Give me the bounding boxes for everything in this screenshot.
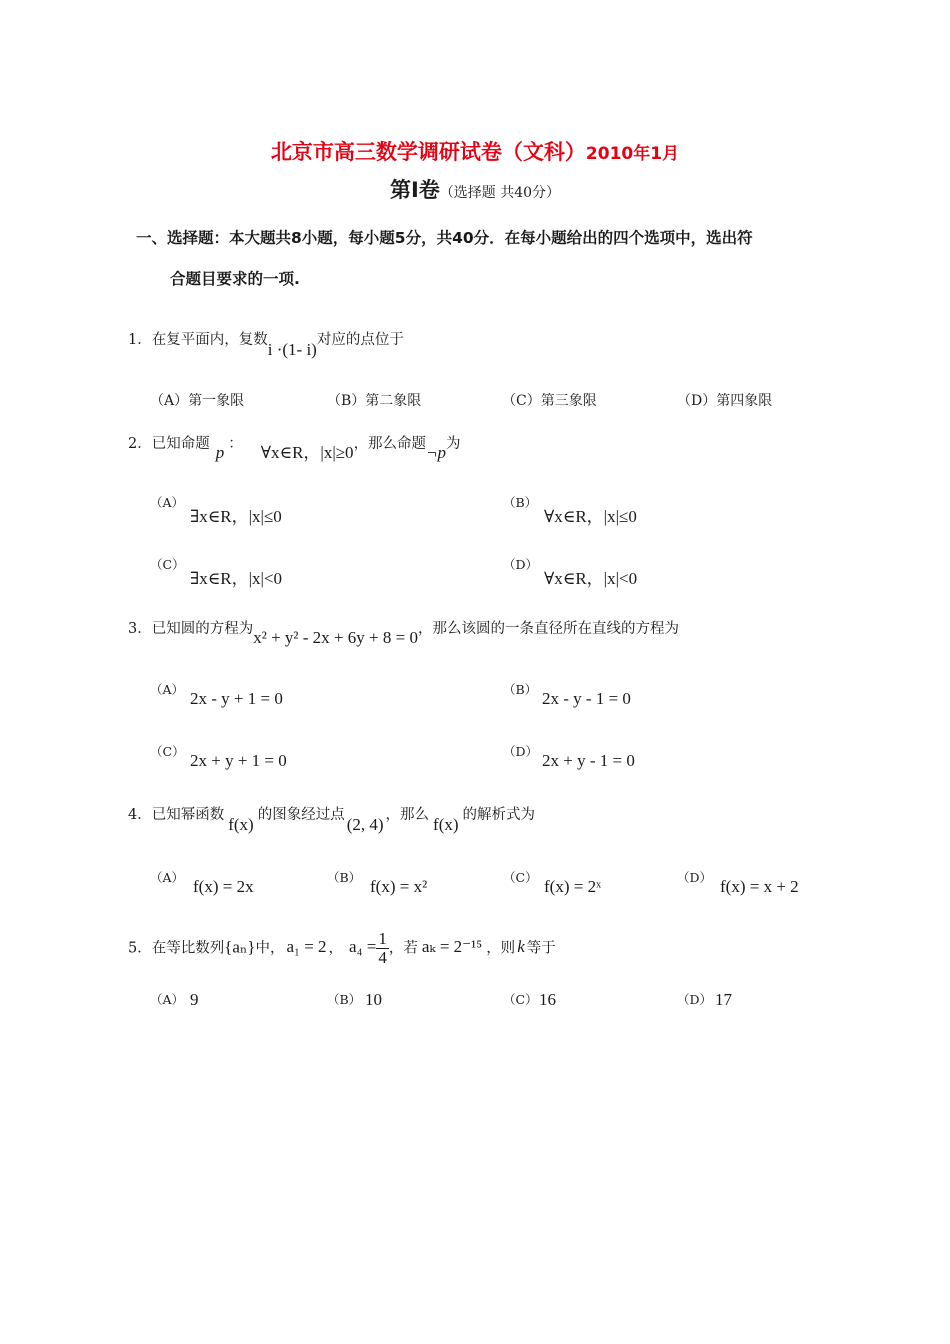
q4-number: 4．	[128, 807, 152, 823]
q4-fx-repeat: f(x)	[433, 815, 459, 834]
q5-a4-fraction	[376, 930, 389, 967]
q5-stem-a: 在等比数列	[151, 940, 225, 957]
question-1	[128, 328, 404, 359]
q5-a4-lhs: a₄ =	[349, 937, 377, 957]
q3-expression: x² + y² - 2x + 6y + 8 = 0	[253, 628, 418, 647]
question-3	[128, 617, 679, 647]
q1-option-d: （D）第四象限	[677, 393, 773, 409]
q5-a1: a₁ = 2	[286, 937, 327, 957]
q5-label-d: （D）	[677, 992, 713, 1007]
part-heading	[0, 174, 950, 204]
title-date: 2010年1月	[585, 144, 680, 164]
section-instruction-line1: 一、选择题：本大题共8小题，每小题5分，共40分．在每小题给出的四个选项中，选出符	[136, 229, 753, 247]
q1-stem-b: 对应的点位于	[316, 332, 404, 348]
question-2	[128, 428, 461, 462]
q2-label-b: （B）	[503, 495, 538, 510]
q4-stem-b: 的图象经过点	[257, 807, 345, 823]
q2-not-p: ¬p	[426, 443, 447, 462]
q5-stem-b: 中，	[255, 940, 285, 957]
q5-option-c: 16	[539, 990, 556, 1009]
q5-a4-numerator: 1	[378, 929, 387, 948]
q2-colon: ：	[228, 436, 243, 452]
q1-stem-a: 在复平面内，复数	[151, 332, 268, 348]
title-text: 北京市高三数学调研试卷（文科）	[270, 140, 586, 164]
q5-stem-d: ，则	[486, 940, 516, 957]
q3-label-b: （B）	[503, 682, 538, 697]
q2-stem-c: 为	[446, 436, 461, 452]
q2-option-b: ∀x∈R，|x|≤0	[544, 507, 637, 526]
q5-k: k	[517, 937, 525, 957]
part-note: （选择题 共40分）	[439, 185, 561, 201]
q5-label-a: （A）	[150, 992, 185, 1007]
q1-option-b: （B）第二象限	[327, 393, 422, 409]
q3-label-d: （D）	[503, 744, 539, 759]
q2-option-c: ∃x∈R，|x|<0	[190, 569, 283, 588]
q3-option-b: 2x - y - 1 = 0	[542, 689, 631, 708]
q4-label-d: （D）	[677, 870, 713, 885]
q4-label-a: （A）	[150, 870, 185, 885]
q3-stem-a: 已知圆的方程为	[151, 621, 254, 637]
q3-option-c: 2x + y + 1 = 0	[190, 751, 287, 770]
q5-comma: ，	[328, 940, 344, 957]
q4-stem-d: 的解析式为	[462, 807, 536, 823]
q3-stem-b: ，那么该圆的一条直径所在直线的方程为	[417, 621, 679, 637]
question-4	[128, 803, 536, 834]
q5-stem-e: 等于	[526, 940, 556, 957]
q4-option-d: f(x) = x + 2	[720, 877, 799, 896]
q5-ak: aₖ = 2⁻¹⁵	[421, 937, 483, 957]
q3-option-d: 2x + y - 1 = 0	[542, 751, 635, 770]
q4-option-a: f(x) = 2x	[193, 877, 254, 896]
page-title	[0, 136, 950, 166]
q2-label-a: （A）	[150, 495, 185, 510]
q2-number: 2．	[128, 436, 152, 452]
q5-label-c: （C）	[503, 992, 538, 1007]
q3-number: 3．	[128, 621, 152, 637]
q2-stem-a: 已知命题	[151, 436, 210, 452]
q5-sequence: {aₙ}	[224, 937, 256, 957]
q4-stem-a: 已知幂函数	[151, 807, 225, 823]
q2-option-a: ∃x∈R，|x|≤0	[190, 507, 282, 526]
q4-point: (2, 4)	[346, 815, 384, 834]
q1-option-c: （C）第三象限	[502, 393, 597, 409]
question-5	[128, 930, 556, 967]
q5-stem-c: ，若	[388, 940, 418, 957]
q1-expression: i ·(1- i)	[267, 340, 317, 359]
q4-stem-c: ，那么	[385, 807, 430, 823]
q4-option-b: f(x) = x²	[370, 877, 428, 896]
q1-option-a: （A）第一象限	[150, 393, 245, 409]
q1-number: 1．	[128, 332, 152, 348]
q3-option-a: 2x - y + 1 = 0	[190, 689, 283, 708]
section-instruction-line2: 合题目要求的一项.	[170, 270, 300, 288]
q5-label-b: （B）	[327, 992, 362, 1007]
q2-label-d: （D）	[503, 557, 539, 572]
q4-label-c: （C）	[503, 870, 538, 885]
q3-label-a: （A）	[150, 682, 185, 697]
q5-option-b: 10	[365, 990, 382, 1009]
q2-label-c: （C）	[150, 557, 185, 572]
q5-option-d: 17	[715, 990, 732, 1009]
q5-a4-denominator: 4	[378, 947, 387, 967]
q4-fx: f(x)	[228, 815, 254, 834]
q2-stem-b: ，那么命题	[353, 436, 427, 452]
part-label: 第Ⅰ卷	[389, 178, 440, 202]
q4-option-c: f(x) = 2ˣ	[544, 877, 601, 896]
q2-p: p	[215, 443, 225, 462]
q2-option-d: ∀x∈R，|x|<0	[544, 569, 638, 588]
q4-label-b: （B）	[327, 870, 362, 885]
q3-label-c: （C）	[150, 744, 185, 759]
q5-number: 5．	[128, 940, 152, 957]
q5-option-a: 9	[190, 990, 199, 1009]
q2-expression: ∀x∈R，|x|≥0	[260, 443, 354, 462]
